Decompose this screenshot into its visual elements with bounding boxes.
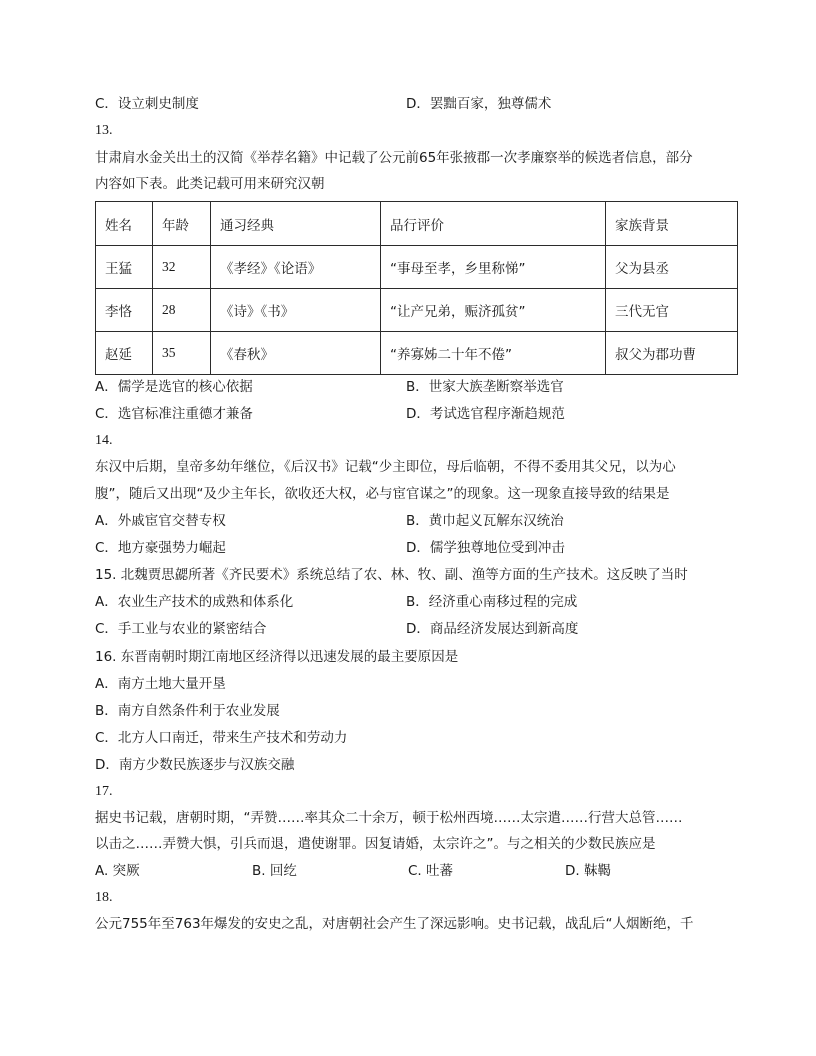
q17-option-b: B. 回纥 <box>252 863 297 879</box>
q14-option-b: B．黄巾起义瓦解东汉统治 <box>406 513 564 529</box>
table-cell: 叔父为郡功曹 <box>606 332 738 375</box>
table-cell: 三代无官 <box>606 289 738 332</box>
q15-option-a: A．农业生产技术的成熟和体系化 <box>95 594 294 610</box>
q13-number: 13. <box>95 123 113 138</box>
table-cell: 《诗》《书》 <box>211 289 381 332</box>
q14-option-a: A．外戚宦官交替专权 <box>95 513 226 529</box>
table-cell: 父为县丞 <box>606 246 738 289</box>
table-cell: 《孝经》《论语》 <box>211 246 381 289</box>
q13-option-d: D．考试选官程序渐趋规范 <box>406 406 565 422</box>
q15-option-b: B．经济重心南移过程的完成 <box>406 594 578 610</box>
q16-option-d: D．南方少数民族逐步与汉族交融 <box>95 757 295 773</box>
table-cell: 赵延 <box>96 332 153 375</box>
q13-stem-line1: 甘肃肩水金关出土的汉简《举荐名籍》中记载了公元前65年张掖郡一次孝廉察举的候选者信息，部分 <box>95 150 693 166</box>
q16-option-b: B．南方自然条件利于农业发展 <box>95 703 280 719</box>
q12-option-c: C．设立刺史制度 <box>95 96 199 112</box>
q17-option-d: D. 靺鞨 <box>565 863 611 879</box>
table-cell: 李恪 <box>96 289 153 332</box>
table-header-cell: 家族背景 <box>606 202 738 246</box>
q16-option-a: A．南方土地大量开垦 <box>95 676 226 692</box>
table-cell: “让产兄弟，赈济孤贫” <box>381 289 606 332</box>
table-header-cell: 通习经典 <box>211 202 381 246</box>
q18-stem-line1: 公元755年至763年爆发的安史之乱，对唐朝社会产生了深远影响。史书记载，战乱后“人烟断绝，千 <box>95 916 694 932</box>
q15-option-c: C．手工业与农业的紧密结合 <box>95 621 267 637</box>
q17-option-a: A. 突厥 <box>95 863 140 879</box>
q12-option-d: D．罢黜百家，独尊儒术 <box>406 96 552 112</box>
q13-option-a: A．儒学是选官的核心依据 <box>95 379 253 395</box>
table-cell: “事母至孝，乡里称悌” <box>381 246 606 289</box>
q17-stem-line2: 以击之……弄赞大惧，引兵而退，遣使谢罪。因复请婚，太宗许之”。与之相关的少数民族应是 <box>95 836 656 852</box>
q14-option-d: D．儒学独尊地位受到冲击 <box>406 540 565 556</box>
q13-option-b: B．世家大族垄断察举选官 <box>406 379 564 395</box>
q16-option-c: C．北方人口南迁，带来生产技术和劳动力 <box>95 730 348 746</box>
q13-stem-line2: 内容如下表。此类记载可用来研究汉朝 <box>95 176 325 192</box>
table-cell: 王猛 <box>96 246 153 289</box>
q15-option-d: D．商品经济发展达到新高度 <box>406 621 579 637</box>
q17-option-c: C. 吐蕃 <box>408 863 454 879</box>
table-cell: “养寡姊二十年不倦” <box>381 332 606 375</box>
q17-stem-line1: 据史书记载，唐朝时期，“弄赞……率其众二十余万，顿于松州西境……太宗遣……行营大总管…… <box>95 810 683 826</box>
q13-option-c: C．选官标准注重德才兼备 <box>95 406 253 422</box>
q14-option-c: C．地方豪强势力崛起 <box>95 540 226 556</box>
table-cell: 35 <box>153 332 211 375</box>
table-row <box>96 246 738 289</box>
q15-stem: 15. 北魏贾思勰所著《齐民要术》系统总结了农、林、牧、副、渔等方面的生产技术。这反映了当时 <box>95 567 688 583</box>
q14-number: 14. <box>95 433 113 448</box>
table-row <box>96 332 738 375</box>
q13-table <box>95 201 738 375</box>
q16-stem: 16. 东晋南朝时期江南地区经济得以迅速发展的最主要原因是 <box>95 649 459 665</box>
table-header-row <box>96 202 738 246</box>
q17-number: 17. <box>95 784 113 799</box>
q14-stem-line1: 东汉中后期，皇帝多幼年继位，《后汉书》记载“少主即位，母后临朝，不得不委用其父兄，以为心 <box>95 459 676 475</box>
table-header-cell: 姓名 <box>96 202 153 246</box>
table-cell: 32 <box>153 246 211 289</box>
table-row <box>96 289 738 332</box>
q18-number: 18. <box>95 890 113 905</box>
table-header-cell: 品行评价 <box>381 202 606 246</box>
q14-stem-line2: 腹”，随后又出现“及少主年长，欲收还大权，必与宦官谋之”的现象。这一现象直接导致的结果是 <box>95 486 670 502</box>
table-cell: 28 <box>153 289 211 332</box>
table-header-cell: 年龄 <box>153 202 211 246</box>
table-cell: 《春秋》 <box>211 332 381 375</box>
